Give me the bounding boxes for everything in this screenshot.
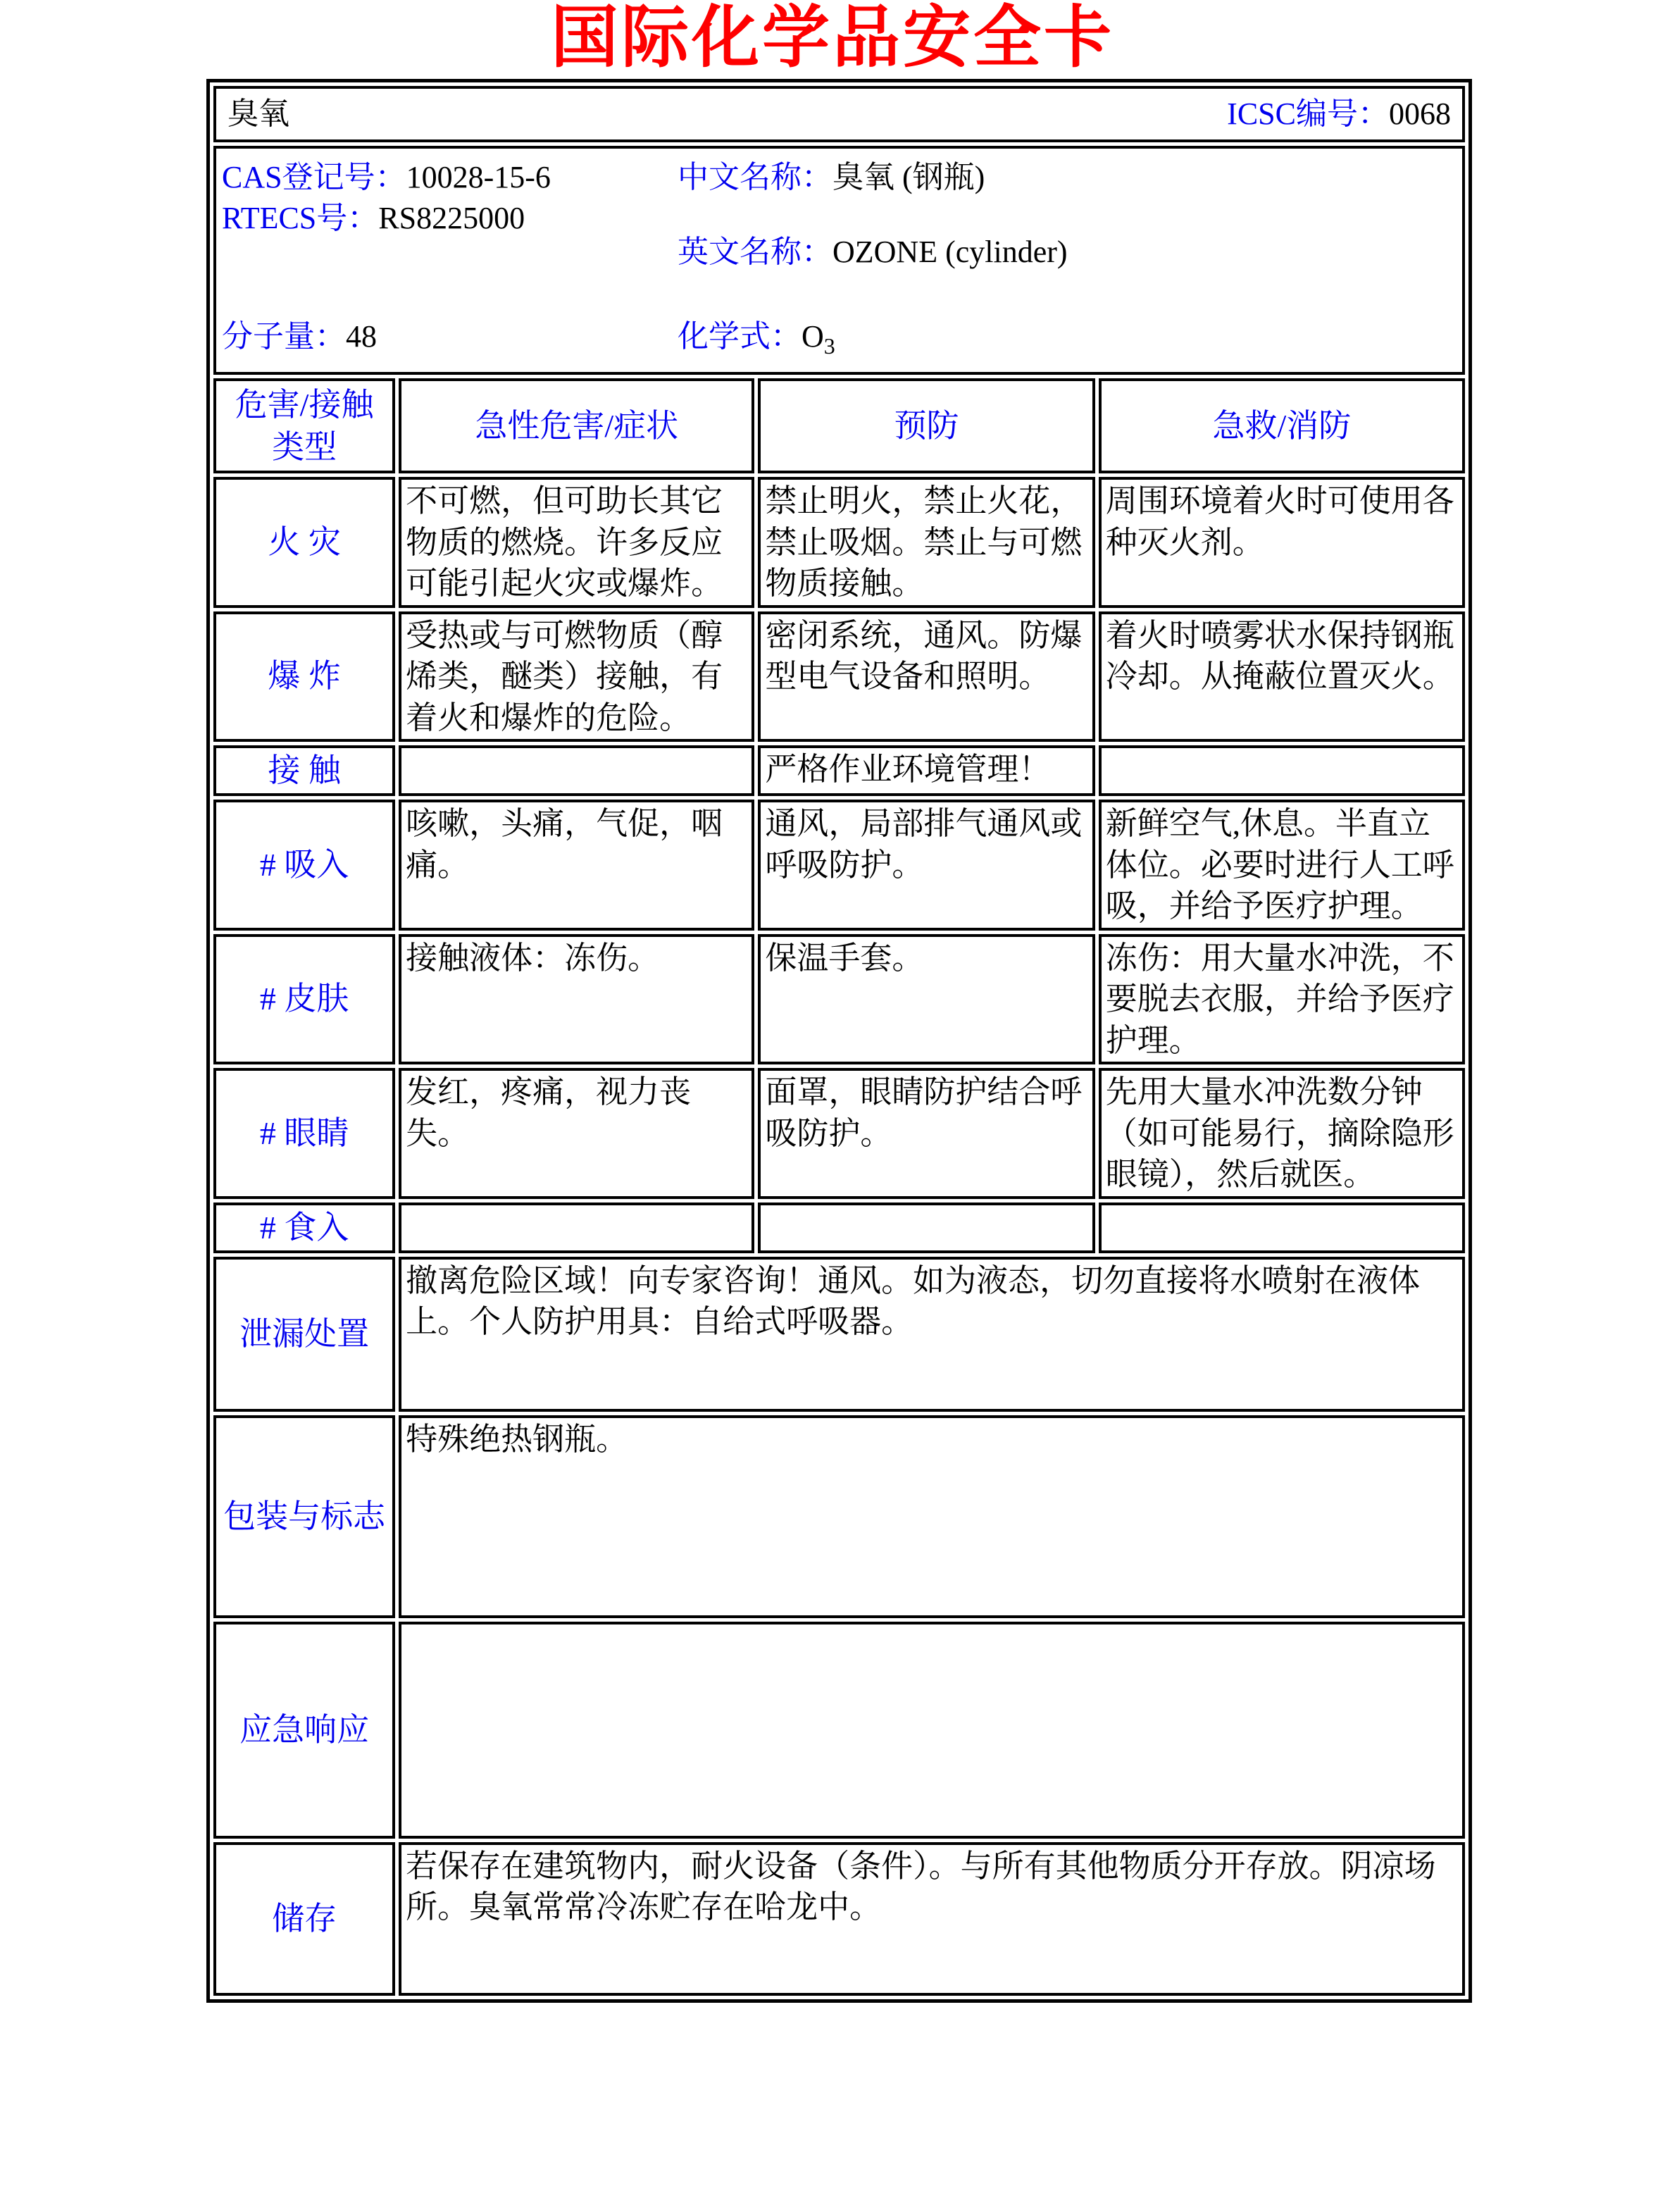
- symptoms-cell: 不可燃，但可助长其它物质的燃烧。许多反应可能引起火灾或爆炸。: [399, 477, 754, 608]
- substance-name: 臭氧: [227, 97, 289, 132]
- symptoms-cell: 接触液体：冻伤。: [399, 934, 754, 1065]
- section-type-cell: 储存: [213, 1842, 395, 1996]
- rtecs-number: [222, 198, 525, 238]
- table-row: [213, 146, 1465, 375]
- symptoms-cell: 受热或与可燃物质（醇烯类，醚类）接触，有着火和爆炸的危险。: [399, 611, 754, 742]
- column-header-symptoms: 急性危害/症状: [399, 378, 754, 473]
- cas-value: 10028-15-6: [406, 160, 551, 194]
- identity-cell: [213, 146, 1465, 375]
- chemical-formula-subscript: 3: [823, 333, 835, 359]
- symptoms-cell: [399, 745, 754, 796]
- table-row-eyes: [213, 1068, 1465, 1199]
- prevention-cell: 面罩，眼睛防护结合呼吸防护。: [758, 1068, 1095, 1199]
- table-row-packaging: [213, 1415, 1465, 1618]
- prevention-cell: 严格作业环境管理！: [758, 745, 1095, 796]
- symptoms-cell: 发红，疼痛，视力丧失。: [399, 1068, 754, 1199]
- hazard-type-cell: # 眼睛: [213, 1068, 395, 1199]
- table-row-spill: [213, 1257, 1465, 1412]
- prevention-cell: 禁止明火，禁止火花，禁止吸烟。禁止与可燃物质接触。: [758, 477, 1095, 608]
- english-name-value: OZONE (cylinder): [832, 235, 1068, 269]
- icsc-table: [206, 79, 1472, 2003]
- firstaid-cell: 着火时喷雾状水保持钢瓶冷却。从掩蔽位置灭火。: [1099, 611, 1465, 742]
- symptoms-cell: [399, 1203, 754, 1253]
- firstaid-cell: 周围环境着火时可使用各种灭火剂。: [1099, 477, 1465, 608]
- section-content-cell: 撤离危险区域！向专家咨询！通风。如为液态，切勿直接将水喷射在液体上。个人防护用具：自给式呼吸器。: [399, 1257, 1465, 1412]
- table-row-emergency: [213, 1622, 1465, 1839]
- firstaid-cell: [1099, 745, 1465, 796]
- section-type-cell: 包装与标志: [213, 1415, 395, 1618]
- english-name: [678, 232, 1068, 272]
- hazard-type-cell: 火 灾: [213, 477, 395, 608]
- table-header-row: [213, 378, 1465, 473]
- prevention-cell: 密闭系统，通风。防爆型电气设备和照明。: [758, 611, 1095, 742]
- section-content-cell: [399, 1622, 1465, 1839]
- firstaid-cell: 新鲜空气,休息。半直立体位。必要时进行人工呼吸，并给予医疗护理。: [1099, 800, 1465, 931]
- prevention-cell: 保温手套。: [758, 934, 1095, 1065]
- symptoms-cell: 咳嗽，头痛，气促，咽痛。: [399, 800, 754, 931]
- prevention-cell: 通风，局部排气通风或呼吸防护。: [758, 800, 1095, 931]
- molecular-weight: [222, 316, 377, 356]
- chemical-formula-label: 化学式：: [678, 319, 802, 354]
- column-header-prevention: 预防: [758, 378, 1095, 473]
- hazard-type-cell: # 皮肤: [213, 934, 395, 1065]
- chemical-formula: [678, 316, 835, 361]
- cas-label: CAS登记号：: [222, 160, 406, 194]
- icsc-number-label: ICSC编号：: [1227, 97, 1389, 132]
- rtecs-value: RS8225000: [378, 201, 525, 235]
- header-bar-cell: [213, 86, 1465, 142]
- section-content-cell: 特殊绝热钢瓶。: [399, 1415, 1465, 1618]
- hazard-type-cell: # 食入: [213, 1203, 395, 1253]
- molecular-weight-label: 分子量：: [222, 319, 346, 354]
- section-content-cell: 若保存在建筑物内，耐火设备（条件）。与所有其他物质分开存放。阴凉场所。臭氧常常冷冻贮存在哈龙中。: [399, 1842, 1465, 1996]
- table-row-skin: [213, 934, 1465, 1065]
- table-row: [213, 86, 1465, 142]
- column-header-type: 危害/接触类型: [213, 378, 395, 473]
- firstaid-cell: 先用大量水冲洗数分钟（如可能易行，摘除隐形眼镜），然后就医。: [1099, 1068, 1465, 1199]
- hazard-type-cell: 接 触: [213, 745, 395, 796]
- molecular-weight-value: 48: [346, 319, 377, 354]
- table-row-fire: [213, 477, 1465, 608]
- hazard-type-cell: # 吸入: [213, 800, 395, 931]
- table-row-explosion: [213, 611, 1465, 742]
- prevention-cell: [758, 1203, 1095, 1253]
- firstaid-cell: 冻伤：用大量水冲洗，不要脱去衣服，并给予医疗护理。: [1099, 934, 1465, 1065]
- cas-number: [222, 157, 551, 197]
- section-type-cell: 应急响应: [213, 1622, 395, 1839]
- chemical-formula-value: O: [802, 319, 824, 354]
- table-row-inhalation: [213, 800, 1465, 931]
- icsc-number-value: 0068: [1389, 97, 1451, 132]
- english-name-label: 英文名称：: [678, 235, 832, 269]
- rtecs-label: RTECS号：: [222, 201, 379, 235]
- table-row-ingestion: [213, 1203, 1465, 1253]
- column-header-firstaid: 急救/消防: [1099, 378, 1465, 473]
- chinese-name-label: 中文名称：: [678, 160, 832, 194]
- section-type-cell: 泄漏处置: [213, 1257, 395, 1412]
- table-row-contact: [213, 745, 1465, 796]
- firstaid-cell: [1099, 1203, 1465, 1253]
- page-title: 国际化学品安全卡: [551, 0, 1114, 75]
- table-row-storage: [213, 1842, 1465, 1996]
- chinese-name: [678, 157, 985, 197]
- chinese-name-value: 臭氧 (钢瓶): [832, 160, 985, 194]
- hazard-type-cell: 爆 炸: [213, 611, 395, 742]
